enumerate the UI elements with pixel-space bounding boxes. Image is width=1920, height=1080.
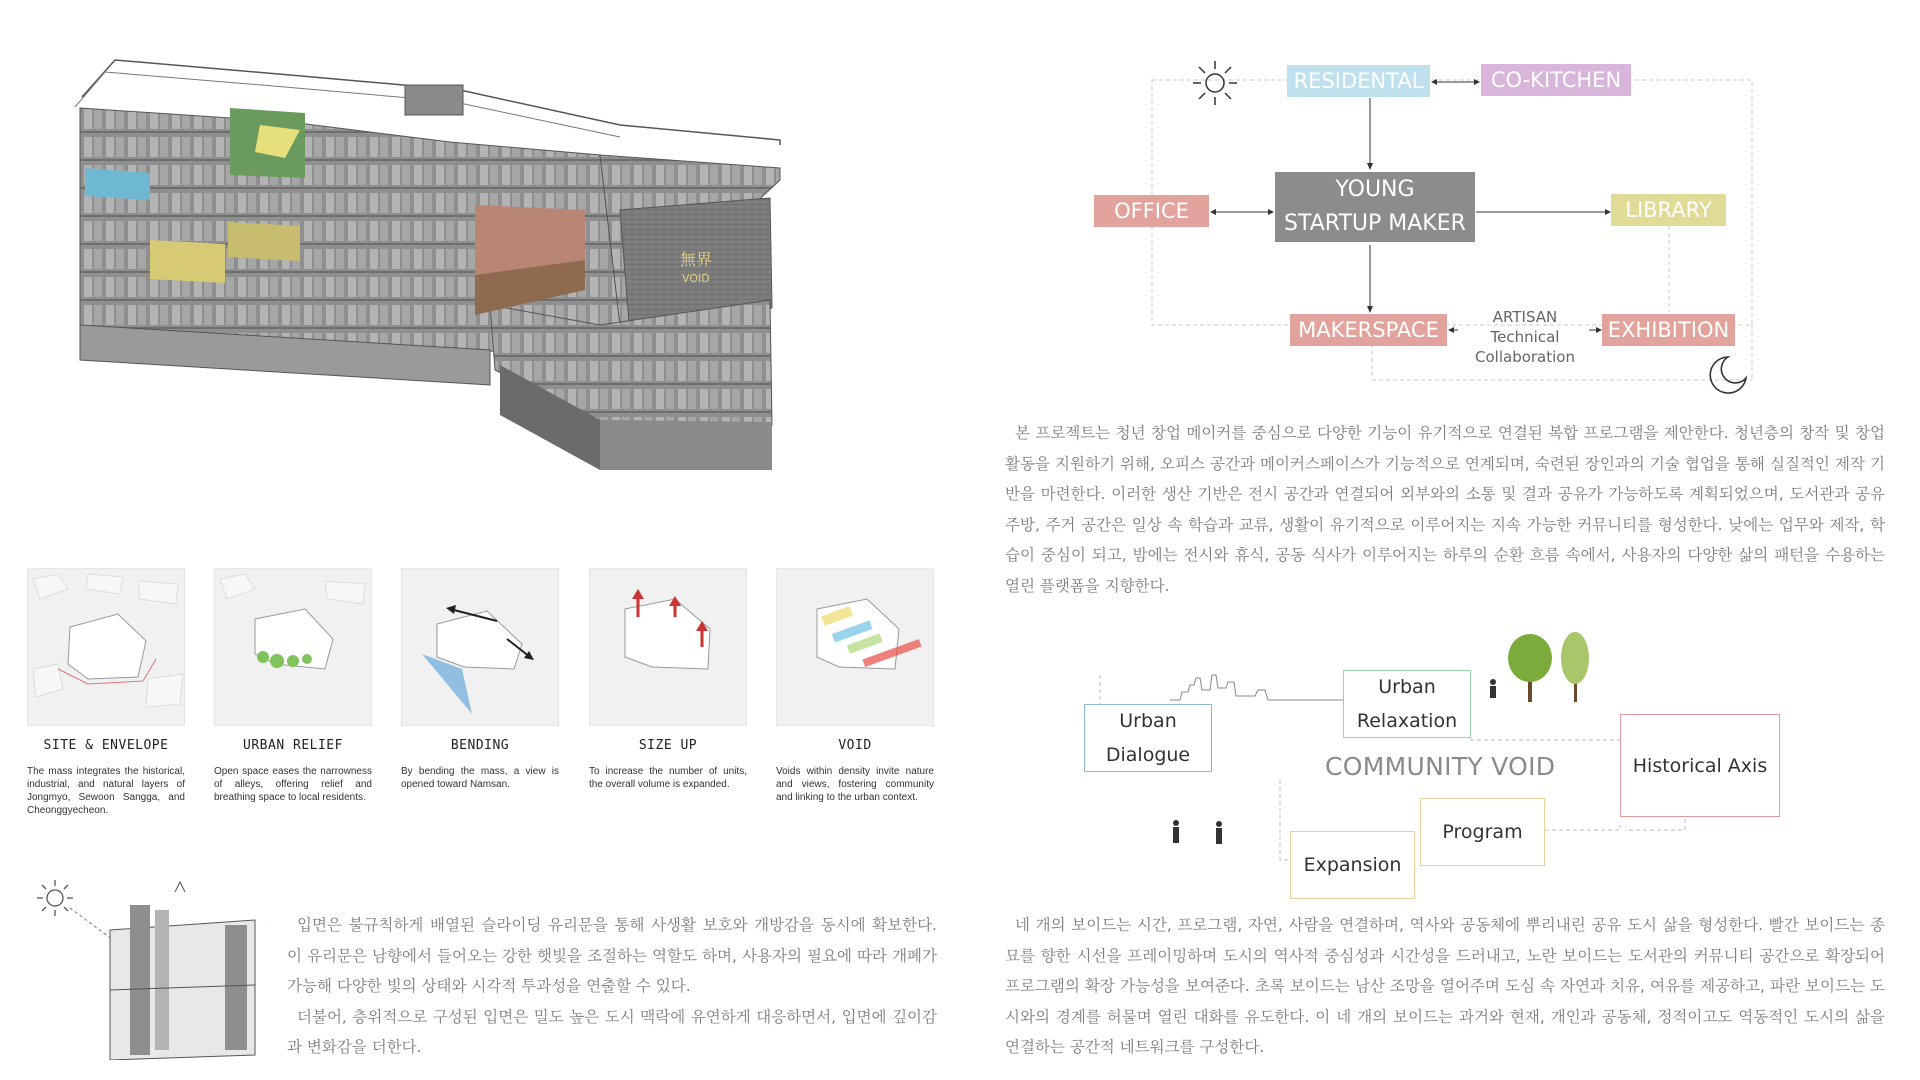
moon-icon [1710, 357, 1746, 393]
strategy-thumb-relief [214, 568, 372, 726]
strategy-thumb-site [27, 568, 185, 726]
sun-icon [37, 880, 73, 916]
facade-description [287, 910, 937, 1063]
strategy-thumb-sizeup [589, 568, 747, 726]
strategy-bending [401, 568, 559, 791]
strategy-size-up [589, 568, 747, 791]
building-sign-line1: 無界 [680, 250, 713, 269]
historical-axis-box: Historical Axis [1620, 714, 1780, 817]
program-co-kitchen: CO-KITCHEN [1481, 64, 1631, 96]
strategy-desc: To increase the number of units, the overall volume is expanded. [589, 766, 747, 790]
facade-paragraph-1: 입면은 불규칙하게 배열된 슬라이딩 유리문을 통해 사생활 보호와 개방감을 동시에 확보한다. 이 유리문은 남향에서 들어오는 강한 햇빛을 조절하는 역할도 하며, 사용자의 필요에 따라 개폐가 가능해 다양한 빛의 상태와 시각적 투과성을 연출할 수 있다. [287, 916, 937, 995]
city-skyline [1170, 675, 1343, 700]
building-axonometric [60, 50, 960, 530]
person-icon [1173, 820, 1179, 843]
strategy-desc: By bending the mass, a view is opened toward Namsan. [401, 766, 559, 790]
sun-icon [1193, 61, 1237, 105]
person-icon [1216, 821, 1222, 844]
strategy-thumb-bending [401, 568, 559, 726]
program-box: Program [1420, 798, 1545, 866]
program-residental: RESIDENTAL [1287, 65, 1430, 97]
program-paragraph: 본 프로젝트는 청년 창업 메이커를 중심으로 다양한 기능이 유기적으로 연결된 복합 프로그램을 제안한다. 청년층의 창작 및 창업 활동을 지원하기 위해, 오피스 공간과 메이커스페이스가 기능적으로 연계되며, 숙련된 장인과의 기술 협업을 통해 실질적인 제작 기반을 마련한다. 이러한 생산 기반은 전시 공간과 연결되어 외부와의 소통 및 결과 공유가 가능하도록 계획되었으며, 도서관과 공유주방, 주거 공간은 일상 속 학습과 교류, 생활이 유기적으로 이루어지는 지속 가능한 커뮤니티를 형성한다. 낮에는 업무와 제작, 학습이 중심이 되고, 밤에는 전시와 휴식, 공동 식사가 이루어지는 하루의 순환 흐름 속에서, 사용자의 다양한 삶의 패턴을 수용하는 열린 플랫폼을 지향한다. [1005, 424, 1885, 595]
artisan-line3: Collaboration [1475, 348, 1575, 366]
strategy-void [776, 568, 934, 804]
strategy-title: SITE & ENVELOPE [43, 738, 169, 753]
dialogue-line1: Urban [1119, 710, 1177, 732]
young-line2: STARTUP MAKER [1284, 211, 1466, 236]
void-paragraph: 네 개의 보이드는 시간, 프로그램, 자연, 사람을 연결하며, 역사와 공동체에 뿌리내린 공유 도시 삶을 형성한다. 빨간 보이드는 종묘를 향한 시선을 프레이밍하며 도시의 역사적 중심성과 시간성을 드러내고, 노란 보이드는 도서관의 커뮤니티 공간으로 확장되어 프로그램의 확장 가능성을 보여준다. 초록 보이드는 남산 조망을 열어주며 도심 속 자연과 치유, 여유를 제공하고, 파란 보이드는 도시와의 경계를 허물며 열린 대화를 유도한다. 이 네 개의 보이드는 과거와 현재, 개인과 공동체, 정적이고도 역동적인 도시의 삶을 연결하는 공간적 네트워크를 구성한다. [1005, 916, 1885, 1056]
program-library: LIBRARY [1611, 194, 1726, 226]
young-line1: YOUNG [1335, 177, 1415, 202]
artisan-line2: Technical [1490, 328, 1560, 346]
urban-dialogue-box [1084, 704, 1212, 772]
dialogue-line2: Dialogue [1105, 744, 1191, 766]
strategy-site-envelope [27, 568, 185, 817]
tree-icon [1508, 634, 1552, 702]
strategy-title: SIZE UP [638, 738, 698, 753]
strategy-desc: Open space eases the narrowness of alleys, offering relief and breathing space to local residents. [214, 766, 372, 803]
facade-paragraph-2: 더불어, 층위적으로 구성된 입면은 밀도 높은 도시 맥락에 유연하게 대응하면서, 입면에 깊이감과 변화감을 더한다. [287, 1007, 937, 1056]
artisan-label [1460, 307, 1590, 367]
void-description [1005, 910, 1885, 1063]
expansion-box: Expansion [1290, 831, 1415, 899]
building-sign-line2: VOID [682, 272, 710, 285]
artisan-line1: ARTISAN [1492, 308, 1558, 326]
strategy-title: VOID [838, 738, 872, 753]
program-description [1005, 418, 1885, 601]
strategy-desc: Voids within density invite nature and views, fostering community and linking to the urban context. [776, 766, 934, 803]
strategy-urban-relief [214, 568, 372, 804]
facade-detail-diagram [30, 880, 270, 1060]
community-void-title: COMMUNITY VOID [1325, 752, 1556, 781]
program-exhibition: EXHIBITION [1602, 314, 1735, 346]
strategy-thumb-void [776, 568, 934, 726]
relax-line1: Urban [1378, 676, 1436, 698]
program-young-startup-maker [1275, 172, 1475, 242]
relax-line2: Relaxation [1356, 710, 1458, 732]
program-office: OFFICE [1094, 195, 1209, 227]
strategy-desc: The mass integrates the historical, industrial, and natural layers of Jongmyo, Sewoon Sangga, and Cheonggyecheon. [27, 766, 185, 816]
strategy-title: BENDING [450, 738, 510, 753]
strategy-title: URBAN RELIEF [243, 738, 343, 753]
program-makerspace: MAKERSPACE [1290, 314, 1447, 346]
tree-icon [1561, 632, 1589, 702]
urban-relaxation-box [1343, 670, 1471, 738]
person-icon [1490, 679, 1496, 698]
